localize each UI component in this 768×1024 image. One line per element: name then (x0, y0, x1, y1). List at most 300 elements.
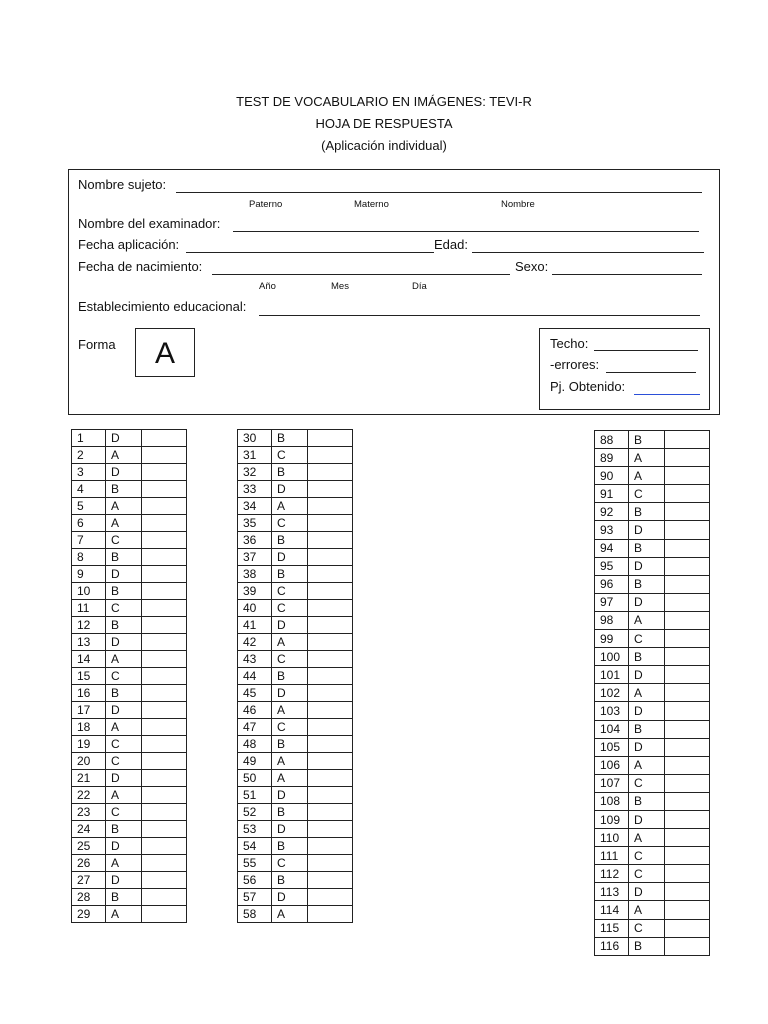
response-cell[interactable] (665, 937, 710, 955)
correct-answer: D (106, 430, 142, 447)
correct-answer: D (629, 738, 665, 756)
table-row (595, 720, 710, 738)
item-number: 22 (72, 787, 106, 804)
table-row (72, 464, 187, 481)
correct-answer: B (629, 575, 665, 593)
table-row (238, 447, 353, 464)
response-cell[interactable] (665, 648, 710, 666)
response-cell[interactable] (308, 651, 353, 668)
correct-answer: D (629, 666, 665, 684)
correct-answer: B (106, 549, 142, 566)
response-cell[interactable] (665, 738, 710, 756)
response-cell[interactable] (308, 872, 353, 889)
item-number: 2 (72, 447, 106, 464)
table-row (595, 611, 710, 629)
correct-answer: C (106, 532, 142, 549)
correct-answer: A (629, 756, 665, 774)
response-cell[interactable] (308, 685, 353, 702)
forma-label: Forma (78, 337, 116, 352)
response-cell[interactable] (308, 702, 353, 719)
response-cell[interactable] (308, 770, 353, 787)
correct-answer: D (272, 549, 308, 566)
table-row (238, 702, 353, 719)
item-number: 5 (72, 498, 106, 515)
response-cell[interactable] (142, 719, 187, 736)
correct-answer: D (629, 593, 665, 611)
item-number: 12 (72, 617, 106, 634)
establecimiento-label: Establecimiento educacional: (78, 299, 247, 314)
dia-label: Día (412, 281, 427, 292)
sexo-field[interactable] (552, 274, 702, 275)
item-number: 42 (238, 634, 272, 651)
response-cell[interactable] (142, 600, 187, 617)
correct-answer: B (272, 532, 308, 549)
response-cell[interactable] (665, 449, 710, 467)
item-number: 58 (238, 906, 272, 923)
table-row (72, 838, 187, 855)
table-row (595, 666, 710, 684)
correct-answer: A (629, 901, 665, 919)
examinador-label: Nombre del examinador: (78, 216, 221, 231)
item-number: 96 (595, 575, 629, 593)
nombre-sujeto-label: Nombre sujeto: (78, 177, 167, 192)
response-cell[interactable] (308, 515, 353, 532)
table-row (595, 557, 710, 575)
table-row (238, 719, 353, 736)
item-number: 57 (238, 889, 272, 906)
item-number: 4 (72, 481, 106, 498)
correct-answer: B (272, 430, 308, 447)
correct-answer: D (272, 481, 308, 498)
table-row (72, 702, 187, 719)
item-number: 13 (72, 634, 106, 651)
response-cell[interactable] (142, 804, 187, 821)
materno-label: Materno (354, 199, 389, 210)
response-cell[interactable] (665, 756, 710, 774)
item-number: 24 (72, 821, 106, 838)
table-row (72, 753, 187, 770)
response-cell[interactable] (665, 702, 710, 720)
item-number: 89 (595, 449, 629, 467)
correct-answer: C (629, 919, 665, 937)
examinador-field[interactable] (233, 231, 699, 232)
correct-answer: A (272, 770, 308, 787)
response-cell[interactable] (142, 685, 187, 702)
table-row (238, 617, 353, 634)
response-cell[interactable] (308, 719, 353, 736)
table-row (238, 515, 353, 532)
item-number: 38 (238, 566, 272, 583)
table-row (238, 600, 353, 617)
correct-answer: A (629, 467, 665, 485)
response-cell[interactable] (665, 575, 710, 593)
response-cell[interactable] (142, 617, 187, 634)
response-cell[interactable] (308, 617, 353, 634)
item-number: 92 (595, 503, 629, 521)
correct-answer: C (106, 753, 142, 770)
response-cell[interactable] (665, 774, 710, 792)
fecha-aplicacion-field[interactable] (186, 252, 434, 253)
table-row (238, 549, 353, 566)
response-cell[interactable] (308, 787, 353, 804)
response-cell[interactable] (142, 464, 187, 481)
item-number: 26 (72, 855, 106, 872)
correct-answer: A (629, 829, 665, 847)
response-cell[interactable] (142, 872, 187, 889)
table-row (595, 901, 710, 919)
response-cell[interactable] (665, 810, 710, 828)
table-row (72, 617, 187, 634)
item-number: 8 (72, 549, 106, 566)
item-number: 111 (595, 847, 629, 865)
item-number: 11 (72, 600, 106, 617)
item-number: 6 (72, 515, 106, 532)
response-cell[interactable] (665, 829, 710, 847)
table-row (238, 906, 353, 923)
pj-obtenido-label: Pj. Obtenido: (550, 379, 626, 394)
response-cell[interactable] (665, 431, 710, 449)
item-number: 110 (595, 829, 629, 847)
correct-answer: B (106, 685, 142, 702)
item-number: 115 (595, 919, 629, 937)
document-title: TEST DE VOCABULARIO EN IMÁGENES: TEVI-R (236, 94, 532, 109)
response-cell[interactable] (142, 634, 187, 651)
correct-answer: D (106, 702, 142, 719)
response-cell[interactable] (665, 792, 710, 810)
techo-label: Techo: (550, 336, 589, 351)
table-row (595, 431, 710, 449)
response-cell[interactable] (142, 498, 187, 515)
table-row (238, 566, 353, 583)
item-number: 39 (238, 583, 272, 600)
correct-answer: D (629, 557, 665, 575)
correct-answer: D (272, 787, 308, 804)
correct-answer: B (272, 838, 308, 855)
table-row (72, 566, 187, 583)
response-cell[interactable] (142, 770, 187, 787)
item-number: 91 (595, 485, 629, 503)
correct-answer: B (629, 539, 665, 557)
response-cell[interactable] (142, 668, 187, 685)
response-cell[interactable] (665, 684, 710, 702)
item-number: 108 (595, 792, 629, 810)
item-number: 16 (72, 685, 106, 702)
response-cell[interactable] (308, 838, 353, 855)
response-cell[interactable] (308, 821, 353, 838)
response-cell[interactable] (665, 919, 710, 937)
response-cell[interactable] (665, 611, 710, 629)
item-number: 113 (595, 883, 629, 901)
correct-answer: D (272, 685, 308, 702)
response-cell[interactable] (308, 753, 353, 770)
correct-answer: D (629, 883, 665, 901)
response-cell[interactable] (665, 539, 710, 557)
table-row (238, 855, 353, 872)
response-cell[interactable] (308, 600, 353, 617)
item-number: 103 (595, 702, 629, 720)
item-number: 95 (595, 557, 629, 575)
correct-answer: B (272, 668, 308, 685)
response-cell[interactable] (308, 804, 353, 821)
response-cell[interactable] (308, 532, 353, 549)
sexo-label: Sexo: (515, 259, 549, 274)
response-cell[interactable] (142, 787, 187, 804)
response-cell[interactable] (665, 485, 710, 503)
correct-answer: A (106, 515, 142, 532)
response-cell[interactable] (308, 634, 353, 651)
forma-value-box: A (135, 328, 195, 377)
correct-answer: A (106, 906, 142, 923)
response-cell[interactable] (142, 566, 187, 583)
response-cell[interactable] (142, 821, 187, 838)
item-number: 45 (238, 685, 272, 702)
correct-answer: D (272, 889, 308, 906)
table-row (595, 449, 710, 467)
table-row (595, 593, 710, 611)
item-number: 43 (238, 651, 272, 668)
response-cell[interactable] (665, 593, 710, 611)
table-row (595, 774, 710, 792)
correct-answer: C (106, 736, 142, 753)
table-row (595, 919, 710, 937)
item-number: 28 (72, 889, 106, 906)
response-cell[interactable] (308, 906, 353, 923)
table-row (238, 668, 353, 685)
item-number: 32 (238, 464, 272, 481)
correct-answer: B (629, 720, 665, 738)
response-cell[interactable] (308, 549, 353, 566)
response-cell[interactable] (142, 906, 187, 923)
correct-answer: C (106, 668, 142, 685)
response-cell[interactable] (665, 557, 710, 575)
table-row (595, 937, 710, 955)
correct-answer: A (106, 719, 142, 736)
response-cell[interactable] (142, 651, 187, 668)
correct-answer: D (629, 521, 665, 539)
response-cell[interactable] (142, 447, 187, 464)
table-row (238, 889, 353, 906)
response-cell[interactable] (142, 481, 187, 498)
response-cell[interactable] (308, 447, 353, 464)
item-number: 104 (595, 720, 629, 738)
table-row (72, 600, 187, 617)
item-number: 46 (238, 702, 272, 719)
table-row (238, 651, 353, 668)
response-cell[interactable] (308, 583, 353, 600)
table-row (72, 719, 187, 736)
item-number: 9 (72, 566, 106, 583)
item-number: 27 (72, 872, 106, 889)
correct-answer: A (106, 787, 142, 804)
correct-answer: C (629, 865, 665, 883)
response-cell[interactable] (308, 498, 353, 515)
table-row (72, 872, 187, 889)
errores-label: -errores: (550, 357, 600, 372)
item-number: 112 (595, 865, 629, 883)
item-number: 107 (595, 774, 629, 792)
response-cell[interactable] (665, 666, 710, 684)
correct-answer: C (272, 719, 308, 736)
fecha-nacimiento-label: Fecha de nacimiento: (78, 259, 203, 274)
correct-answer: C (272, 651, 308, 668)
errores-field[interactable] (606, 372, 696, 373)
pj-obtenido-field[interactable] (634, 394, 700, 395)
table-row (595, 521, 710, 539)
response-cell[interactable] (308, 430, 353, 447)
table-row (595, 467, 710, 485)
response-cell[interactable] (308, 566, 353, 583)
item-number: 20 (72, 753, 106, 770)
response-cell[interactable] (665, 847, 710, 865)
fecha-aplicacion-label: Fecha aplicación: (78, 237, 180, 252)
answer-table-2 (237, 429, 353, 923)
response-cell[interactable] (665, 865, 710, 883)
table-row (595, 485, 710, 503)
correct-answer: C (272, 855, 308, 872)
table-row (238, 787, 353, 804)
correct-answer: A (106, 855, 142, 872)
fecha-nacimiento-field[interactable] (212, 274, 510, 275)
response-cell[interactable] (665, 521, 710, 539)
establecimiento-field[interactable] (259, 315, 700, 316)
response-cell[interactable] (308, 855, 353, 872)
item-number: 19 (72, 736, 106, 753)
response-cell[interactable] (142, 889, 187, 906)
item-number: 55 (238, 855, 272, 872)
item-number: 106 (595, 756, 629, 774)
correct-answer: B (272, 804, 308, 821)
correct-answer: D (106, 770, 142, 787)
item-number: 100 (595, 648, 629, 666)
answer-table-3 (594, 430, 710, 956)
item-number: 51 (238, 787, 272, 804)
item-number: 52 (238, 804, 272, 821)
item-number: 47 (238, 719, 272, 736)
table-row (238, 430, 353, 447)
item-number: 33 (238, 481, 272, 498)
response-cell[interactable] (665, 883, 710, 901)
item-number: 34 (238, 498, 272, 515)
response-cell[interactable] (308, 736, 353, 753)
response-cell[interactable] (308, 668, 353, 685)
correct-answer: D (106, 872, 142, 889)
correct-answer: D (106, 566, 142, 583)
item-number: 44 (238, 668, 272, 685)
response-cell[interactable] (142, 702, 187, 719)
response-cell[interactable] (142, 549, 187, 566)
correct-answer: D (629, 810, 665, 828)
item-number: 114 (595, 901, 629, 919)
table-row (72, 549, 187, 566)
response-cell[interactable] (142, 583, 187, 600)
response-cell[interactable] (308, 481, 353, 498)
item-number: 31 (238, 447, 272, 464)
correct-answer: B (629, 503, 665, 521)
table-row (238, 464, 353, 481)
table-row (595, 503, 710, 521)
response-cell[interactable] (665, 503, 710, 521)
correct-answer: C (629, 630, 665, 648)
table-row (72, 651, 187, 668)
table-row (238, 583, 353, 600)
item-number: 49 (238, 753, 272, 770)
correct-answer: D (272, 617, 308, 634)
response-cell[interactable] (308, 464, 353, 481)
table-row (72, 634, 187, 651)
document-subtitle: HOJA DE RESPUESTA (315, 116, 453, 131)
item-number: 98 (595, 611, 629, 629)
table-row (595, 865, 710, 883)
table-row (238, 872, 353, 889)
correct-answer: B (629, 431, 665, 449)
item-number: 10 (72, 583, 106, 600)
correct-answer: B (629, 792, 665, 810)
response-cell[interactable] (142, 515, 187, 532)
correct-answer: C (629, 485, 665, 503)
item-number: 36 (238, 532, 272, 549)
edad-label: Edad: (434, 237, 468, 252)
table-row (72, 685, 187, 702)
correct-answer: B (106, 821, 142, 838)
correct-answer: C (106, 804, 142, 821)
table-row (72, 787, 187, 804)
correct-answer: C (272, 515, 308, 532)
response-cell[interactable] (665, 901, 710, 919)
table-row (72, 532, 187, 549)
item-number: 105 (595, 738, 629, 756)
table-row (72, 481, 187, 498)
table-row (72, 583, 187, 600)
table-row (595, 883, 710, 901)
response-cell[interactable] (142, 532, 187, 549)
item-number: 29 (72, 906, 106, 923)
response-cell[interactable] (308, 889, 353, 906)
response-cell[interactable] (142, 855, 187, 872)
item-number: 41 (238, 617, 272, 634)
response-cell[interactable] (665, 630, 710, 648)
item-number: 18 (72, 719, 106, 736)
nombre-sujeto-field[interactable] (176, 192, 702, 193)
item-number: 37 (238, 549, 272, 566)
table-row (72, 430, 187, 447)
nombre-label: Nombre (501, 199, 535, 210)
response-cell[interactable] (665, 467, 710, 485)
item-number: 54 (238, 838, 272, 855)
correct-answer: C (272, 583, 308, 600)
document-application-mode: (Aplicación individual) (321, 138, 447, 153)
response-cell[interactable] (665, 720, 710, 738)
response-cell[interactable] (142, 838, 187, 855)
correct-answer: B (106, 481, 142, 498)
table-row (595, 575, 710, 593)
item-number: 99 (595, 630, 629, 648)
response-cell[interactable] (142, 753, 187, 770)
table-row (595, 738, 710, 756)
item-number: 90 (595, 467, 629, 485)
techo-field[interactable] (594, 350, 698, 351)
table-row (238, 532, 353, 549)
correct-answer: D (629, 702, 665, 720)
edad-field[interactable] (472, 252, 704, 253)
table-row (72, 447, 187, 464)
response-cell[interactable] (142, 430, 187, 447)
table-row (238, 770, 353, 787)
correct-answer: C (629, 847, 665, 865)
table-row (72, 736, 187, 753)
correct-answer: C (106, 600, 142, 617)
correct-answer: B (272, 736, 308, 753)
response-cell[interactable] (142, 736, 187, 753)
